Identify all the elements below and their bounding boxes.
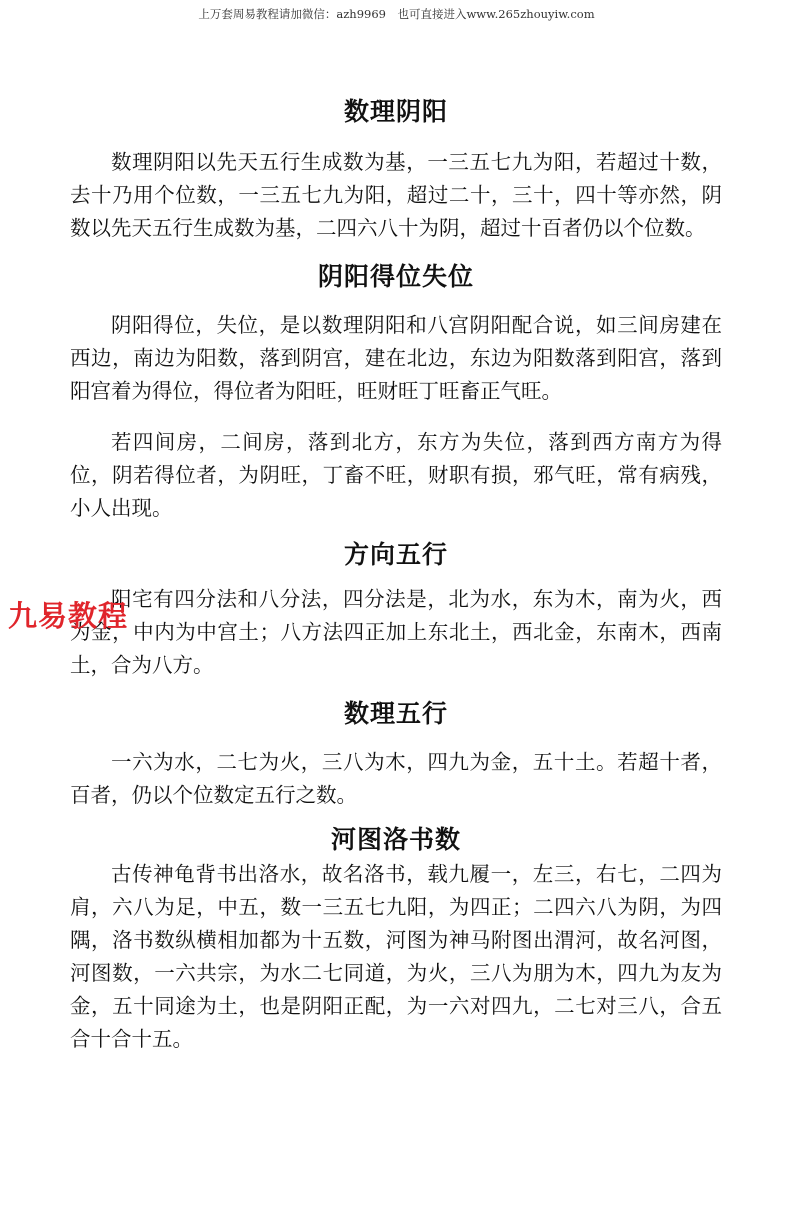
section-title-hetu-luoshu: 河图洛书数 [330, 825, 461, 854]
section-title-shuli-yinyang: 数理阴阳 [343, 97, 448, 126]
paragraph: 阴阳得位，失位，是以数理阴阳和八宫阴阳配合说，如三间房建在西边，南边为阳数，落到阴宫，建在北边，东边为阳数落到阳宫，落到阳宫着为得位，得位者为阳旺，旺财旺丁旺畜正气旺。 [70, 313, 722, 403]
paragraph: 古传神龟背书出洛水，故名洛书，载九履一，左三，右七，二四为肩，六八为足，中五，数一三五七九阳，为四正；二四六八为阴，为四隅，洛书数纵横相加都为十五数，河图为神马附图出渭河，故名河图，河图数，一六共宗，为水二七同道，为火，三八为朋为木，四九为友为金，五十同途为土，也是阴阳正配，为一六对四九，二七对三八，合五合十合十五。 [70, 862, 722, 1051]
section-title-yinyang-dewei: 阴阳得位失位 [317, 262, 474, 291]
section-title-shuli-wuxing: 数理五行 [343, 699, 448, 728]
paragraph: 若四间房，二间房，落到北方，东方为失位，落到西方南方为得位，阴若得位者，为阴旺，丁畜不旺，财职有损，邪气旺，常有病残，小人出现。 [70, 430, 722, 520]
header-note: 上万套周易教程请加微信：azh9969 也可直接进入www.265zhouyiw.com [198, 7, 595, 21]
paragraph: 数理阴阳以先天五行生成数为基，一三五七九为阳，若超过十数，去十乃用个位数，一三五七九为阳，超过二十，三十，四十等亦然，阴数以先天五行生成数为基，二四六八十为阴，超过十百者仍以个位数。 [70, 150, 722, 240]
section-title-fangxiang-wuxing: 方向五行 [343, 540, 448, 569]
document-body [70, 84, 722, 1056]
paragraph: 阳宅有四分法和八分法，四分法是，北为水，东为木，南为火，西为金，中内为中宫土；八方法四正加上东北土，西北金，东南木，西南土，合为八方。 [70, 587, 722, 677]
watermark-logo: 九易教程 [8, 599, 129, 633]
paragraph: 一六为水，二七为火，三八为木，四九为金，五十土。若超十者，百者，仍以个位数定五行之数。 [70, 750, 722, 807]
